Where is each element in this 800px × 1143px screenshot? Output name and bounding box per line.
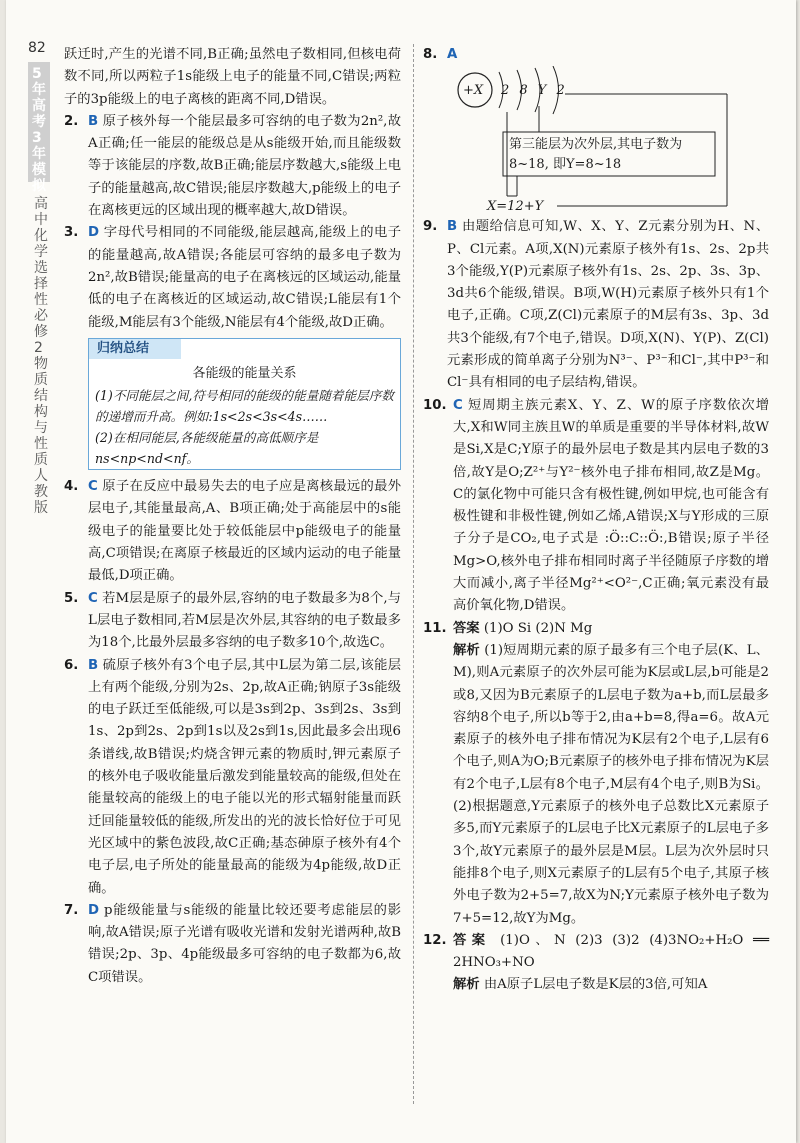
answer-label: 答案 bbox=[453, 620, 480, 636]
question-number: 4. bbox=[64, 479, 79, 495]
question-number: 2. bbox=[64, 113, 79, 129]
question-3 bbox=[64, 222, 401, 333]
question-4 bbox=[64, 476, 401, 587]
atom-structure-diagram bbox=[447, 66, 769, 216]
book-page bbox=[6, 0, 796, 1143]
explanation: 由题给信息可知,W、X、Y、Z元素分别为H、N、P、Cl元素。A项,X(N)元素原子核外有1s、2s、2p共3个能级,Y(P)元素原子核外有1s、2s、2p、3s、3p、3d共6个能级,错误。B项,W(H)元素原子核外只有1个电子,正确。C项,Z(Cl)元素原子的M层有3s、3p、3d共3个能级,有7个电子,错误。D项,X(N)、Y(P)、Z(Cl)元素形成的简单离子分别为N³⁻、P³⁻和Cl⁻,其中P³⁻和Cl⁻具有相同的电子层结构,错误。 bbox=[447, 219, 769, 391]
side-subject-label: 高中化学 选择性必修2 物质结构与性质 人教版 bbox=[34, 196, 48, 516]
page-number: 82 bbox=[28, 40, 46, 56]
answer-letter: B bbox=[447, 219, 458, 235]
explanation: 原子核外每一个能层最多可容纳的电子数为2n²,故A正确;任一能层的能级总是从s能级开始,而且能级数等于该能层的序数,故B正确;能层序数越大,s能级上电子的能量越高,故C错误;能层序数越大,p能级上的电子在离核更远的区域出现的概率越大,故D错误。 bbox=[88, 113, 401, 219]
note-line-1: 第三能层为次外层,其电子数为 bbox=[509, 137, 683, 153]
question-12 bbox=[423, 930, 769, 997]
explanation: 若M层是原子的最外层,容纳的电子数最多为8个,与L层电子数相同,若M层是次外层,其容纳的电子数最多为18个,比最外层最多容纳的电子数多10个,故选C。 bbox=[88, 590, 402, 651]
question-number: 3. bbox=[64, 225, 79, 241]
question-number: 11. bbox=[423, 620, 447, 636]
question-number: 5. bbox=[64, 590, 79, 606]
summary-line-1: (1)不同能层之间,符号相同的能级的能量随着能层序数的递增而升高。例如:1s<2s<3s<4s…… bbox=[95, 388, 394, 425]
analysis-text: 由A原子L层电子数是K层的3倍,可知A bbox=[483, 977, 708, 993]
question-number: 9. bbox=[423, 219, 438, 235]
question-2 bbox=[64, 111, 401, 222]
right-column bbox=[423, 44, 769, 997]
analysis-label: 解析 bbox=[453, 977, 480, 993]
summary-line-2: (2)在相同能层,各能级能量的高低顺序是 ns<np<nd<nf。 bbox=[95, 430, 319, 467]
question-10 bbox=[423, 395, 769, 618]
question-8 bbox=[423, 44, 769, 66]
question-5 bbox=[64, 588, 401, 655]
explanation: 字母代号相同的不同能级,能层越高,能级上的电子的能量越高,故A错误;各能层可容纳的最多电子数为2n²,故B错误;能量高的电子在离核远的区域运动,能量低的电子在离核近的区域运动,故C错误;L能层有1个能级,M能层有3个能级,N能层有4个能级,故D正确。 bbox=[88, 225, 402, 330]
shell-electrons: 2 8 Y 2 bbox=[501, 83, 568, 99]
explanation: 短周期主族元素X、Y、Z、W的原子序数依次增大,X和W同主族且W的单质是重要的半导体材料,故W是Si,X是C;Y原子的最外层电子数是其内层电子数的3倍,故Y是O;Z²⁺与Y²⁻核外电子排布相同,故Z是Mg。C的氯化物中可能只含有极性键,例如甲烷,也可能含有极性键和非极性键,例如乙烯,A错误;X与Y形成的三原子分子是CO₂,电子式是 :Ö::C::Ö:,B错误;原子半径Mg>O,核外电子排布相同时离子半径随原子序数的增大而减小,离子半径Mg²⁺<O²⁻,C正确;氧元素没有最高价氧化物,D错误。 bbox=[453, 397, 770, 614]
answer-letter: D bbox=[88, 902, 100, 918]
question-number: 10. bbox=[423, 397, 447, 413]
answer-letter: C bbox=[88, 479, 98, 495]
summary-heading: 归纳总结 bbox=[89, 339, 181, 359]
answer-letter: C bbox=[453, 397, 463, 413]
nucleus-label: +X bbox=[463, 83, 484, 99]
column-divider bbox=[413, 44, 414, 1104]
answer-letter: B bbox=[88, 113, 99, 129]
summary-title: 各能级的能量关系 bbox=[192, 365, 297, 381]
analysis-label: 解析 bbox=[453, 642, 480, 658]
summary-box bbox=[88, 338, 401, 470]
note-line-2: 8~18, 即Y=8~18 bbox=[509, 157, 622, 173]
explanation: 原子在反应中最易失去的电子应是离核最远的最外层电子,其能量最高,A、B项正确;处于高能层中的s能级电子的能量要比处于较低能层中p能级电子的能量高,C项错误;在离原子核最近的区域内运动的电子能量最低,D项正确。 bbox=[88, 479, 402, 584]
question-9 bbox=[423, 216, 769, 394]
left-column bbox=[64, 44, 401, 989]
question-number: 12. bbox=[423, 932, 447, 948]
analysis-text: (1)短周期元素的原子最多有三个电子层(K、L、M),则A元素原子的次外层可能为K层或L层,b可能是2或8,又因为B元素原子的L层电子数为a+b,而L层最多容纳8个电子,所以b等于2,由a+b=8,得a=6。故A元素原子的核外电子排布情况为K层有2个电子,L层有6个电子,则A为O;B元素原子的核外电子排布情况为K层有2个电子,L层有8个电子,M层有4个电子,则B为Si。(2)根据题意,Y元素原子的核外电子总数比X元素原子多5,而Y元素原子的L层电子比X元素原子的L层电子多3个,故Y元素原子的最外层是M层。L层为次外层时只能排8个电子,则X元素原子的L层有5个电子,其原子核外电子数为2+5=7,故X为N;Y元素原子核外电子数为7+5=12,故Y为Mg。 bbox=[453, 642, 769, 926]
answer-label: 答案 bbox=[453, 932, 491, 948]
question-number: 8. bbox=[423, 47, 438, 62]
question-number: 7. bbox=[64, 902, 79, 918]
question-number: 6. bbox=[64, 657, 79, 673]
answer-letter: C bbox=[88, 590, 98, 606]
answer-letter: A bbox=[447, 47, 458, 62]
question-7 bbox=[64, 900, 401, 989]
formula-label: X=12+Y bbox=[487, 199, 544, 215]
answer-letter: D bbox=[88, 225, 100, 241]
answer-text: (1)O Si (2)N Mg bbox=[483, 620, 593, 636]
question-6 bbox=[64, 655, 401, 900]
explanation: p能级能量与s能级的能量比较还要考虑能层的影响,故A错误;原子光谱有吸收光谱和发射光谱两种,故B错误;2p、3p、4p能级最多可容纳的电子数都为6,故C项错误。 bbox=[88, 902, 401, 985]
explanation: 硫原子核外有3个电子层,其中L层为第二层,该能层上有两个能级,分别为2s、2p,故A正确;钠原子3s能级的电子跃迁至低能级,可以是3s到2p、3s到2s、3s到1s、2p到2s、2p到1s以及2s到1s,因此最多会出现6条谱线,故B错误;灼烧含钾元素的物质时,钾元素原子的核外电子吸收能量后激发到能量较高的能级,但处在能量较高的能级上的电子能以光的形式辐射能量而跃迁回能量较低的能级,所发出的光的波长恰好位于可见光区域中的紫色波段,故C正确;基态砷原子核外有4个电子层,电子所处的能量最高的能级为4p能级,故D正确。 bbox=[88, 657, 402, 896]
question-11 bbox=[423, 618, 769, 930]
answer-text: (1)O、N (2)3 (3)2 (4)3NO₂+H₂O ══ 2HNO₃+NO bbox=[453, 932, 769, 971]
answer-letter: B bbox=[88, 657, 99, 673]
intro-paragraph: 跃迁时,产生的光谱不同,B正确;虽然电子数相同,但核电荷数不同,所以两粒子1s能级上电子的能量不同,C错误;两粒子的3p能级上的电子离核的距离不同,D错误。 bbox=[64, 47, 401, 107]
side-series-label: 5年高考3年模拟 bbox=[32, 66, 46, 194]
